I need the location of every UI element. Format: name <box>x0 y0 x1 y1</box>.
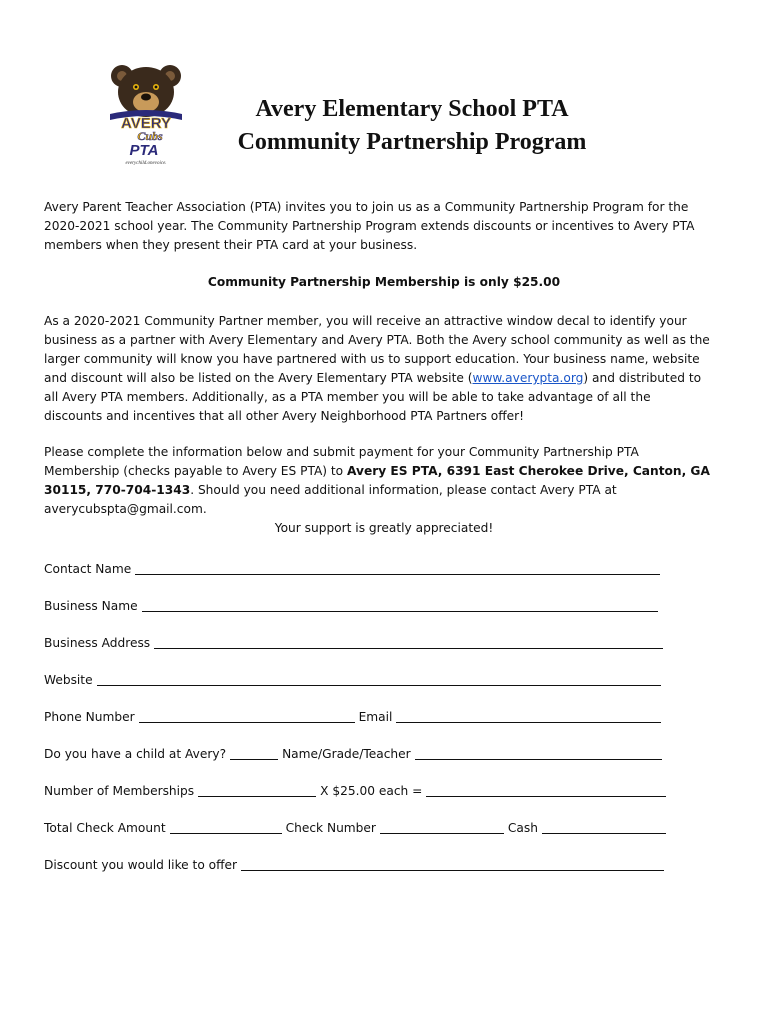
business-name-field[interactable] <box>142 597 658 612</box>
thanks-line: Your support is greatly appreciated! <box>274 521 494 535</box>
cash-label: Cash <box>507 821 538 835</box>
business-address-label: Business Address <box>44 636 151 650</box>
benefits-paragraph <box>44 312 724 426</box>
payment-row <box>44 817 668 837</box>
check-number-field[interactable] <box>380 819 504 834</box>
intro-line-1: Avery Parent Teacher Association (PTA) invites you to join us as a Community Partnership Program for the <box>44 200 689 214</box>
total-check-amount-field[interactable] <box>170 819 282 834</box>
discount-label: Discount you would like to offer <box>44 858 238 872</box>
instructions-paragraph <box>44 443 724 519</box>
child-at-avery-field[interactable] <box>230 745 278 760</box>
business-address-row <box>44 632 668 652</box>
intro-paragraph <box>44 198 724 255</box>
document-title <box>222 93 602 159</box>
mailing-zip-phone: 30115, 770-704-1343 <box>44 483 191 497</box>
website-field[interactable] <box>97 671 661 686</box>
instructions-line-2-pre: Membership (checks payable to Avery ES PTA) to <box>44 464 348 478</box>
child-question-label: Do you have a child at Avery? <box>44 747 227 761</box>
logo-text-cubs: Cubs <box>137 129 163 143</box>
name-grade-teacher-field[interactable] <box>415 745 662 760</box>
number-of-memberships-field[interactable] <box>198 782 316 797</box>
memberships-row <box>44 780 668 800</box>
discount-row <box>44 854 668 874</box>
benefits-line-4 <box>44 369 724 388</box>
total-check-amount-label: Total Check Amount <box>44 821 166 835</box>
discount-field[interactable] <box>241 856 664 871</box>
membership-price-heading: Community Partnership Membership is only $25.00 <box>207 275 561 289</box>
benefits-line-4-pre: and discount will also be listed on the Avery Elementary PTA website ( <box>44 371 473 385</box>
benefits-line-1: As a 2020-2021 Community Partner member, you will receive an attractive window decal to identify your <box>44 314 687 328</box>
title-line-2: Community Partnership Program <box>237 129 587 155</box>
benefits-line-3: larger community will know you have partnered with us to support education. Your business name, website <box>44 352 700 366</box>
email-label: Email <box>358 710 393 724</box>
website-row <box>44 669 668 689</box>
title-line-1: Avery Elementary School PTA <box>255 96 569 122</box>
instructions-line-1: Please complete the information below and submit payment for your Community Partnership PTA <box>44 445 639 459</box>
instructions-line-2 <box>44 462 724 481</box>
intro-line-3: members when they present their PTA card at your business. <box>44 238 418 252</box>
contact-name-label: Contact Name <box>44 562 132 576</box>
phone-email-row <box>44 706 668 726</box>
name-grade-teacher-label: Name/Grade/Teacher <box>282 747 411 761</box>
website-link[interactable]: www.averypta.org <box>472 371 584 385</box>
email-field[interactable] <box>396 708 661 723</box>
price-each-label: X $25.00 each = <box>320 784 423 798</box>
business-name-label: Business Name <box>44 599 138 613</box>
business-name-row <box>44 595 668 615</box>
instructions-line-3 <box>44 481 724 500</box>
check-number-label: Check Number <box>285 821 376 835</box>
benefits-line-5: all Avery PTA members. Additionally, as a PTA member you will be able to take advantage of all the <box>44 390 651 404</box>
number-of-memberships-label: Number of Memberships <box>44 784 195 798</box>
cash-field[interactable] <box>542 819 666 834</box>
phone-number-label: Phone Number <box>44 710 135 724</box>
mailing-address: Avery ES PTA, 6391 East Cherokee Drive, Canton, GA <box>347 464 710 478</box>
avery-cubs-pta-logo <box>100 62 192 170</box>
business-address-field[interactable] <box>154 634 663 649</box>
contact-email: averycubspta@gmail.com. <box>44 502 207 516</box>
instructions-line-3-post: . Should you need additional information, please contact Avery PTA at <box>190 483 617 497</box>
logo-text-pta: PTA <box>129 142 159 159</box>
benefits-line-2: business as a partner with Avery Elementary and Avery PTA. Both the Avery school community as well as the <box>44 333 710 347</box>
membership-total-field[interactable] <box>426 782 666 797</box>
logo-text-avery: AVERY <box>120 115 172 132</box>
benefits-line-4-post: ) and distributed to <box>583 371 702 385</box>
phone-number-field[interactable] <box>139 708 355 723</box>
contact-name-row <box>44 558 668 578</box>
child-row <box>44 743 668 763</box>
intro-line-2: 2020-2021 school year. The Community Partnership Program extends discounts or incentives to Avery PTA <box>44 219 695 233</box>
contact-name-field[interactable] <box>135 560 660 575</box>
logo-tagline: everychild.onevoice. <box>125 161 167 166</box>
benefits-line-6: discounts and incentives that all other Avery Neighborhood PTA Partners offer! <box>44 409 525 423</box>
website-label: Website <box>44 673 93 687</box>
